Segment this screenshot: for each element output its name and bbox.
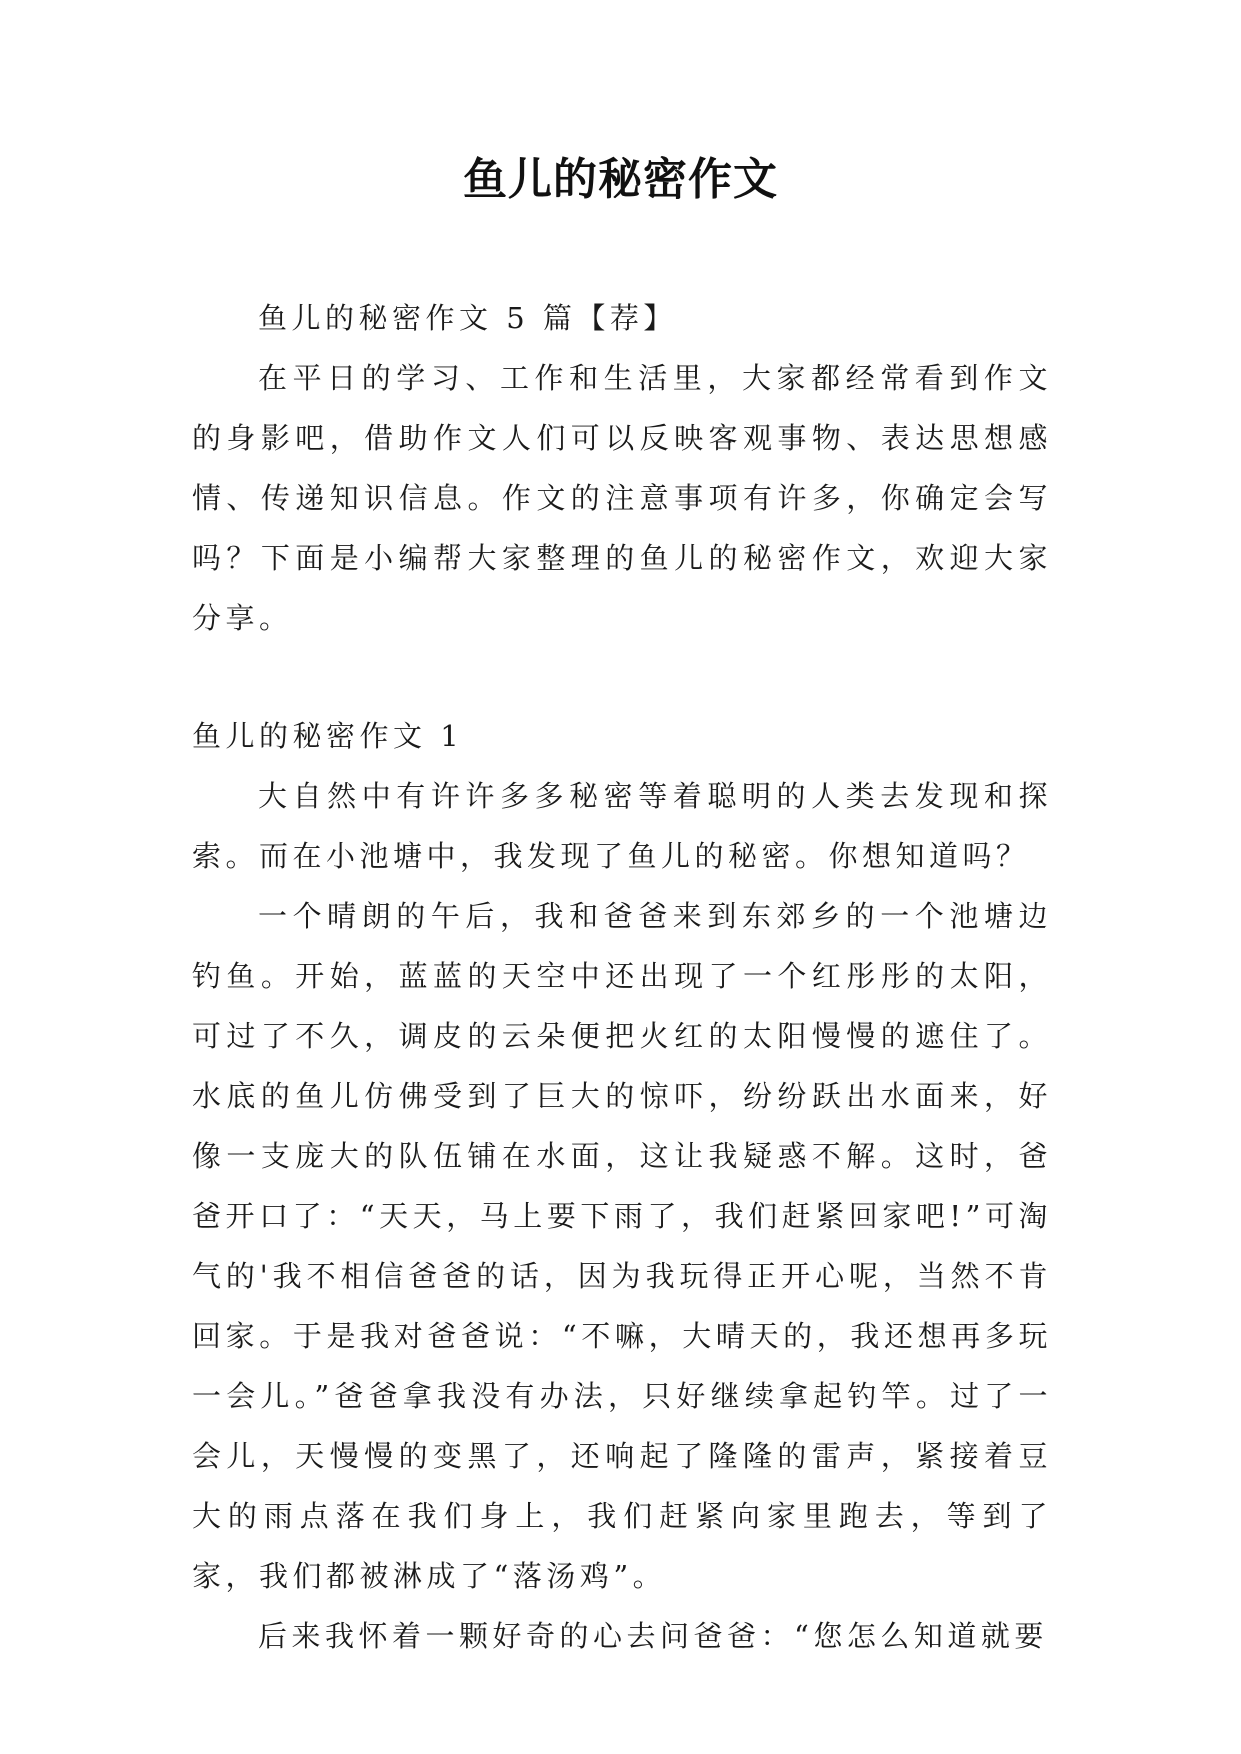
intro-paragraph: 在平日的学习、工作和生活里，大家都经常看到作文的身影吧，借助作文人们可以反映客观事物、表达思想感情、传递知识信息。作文的注意事项有许多，你确定会写吗？下面是小编帮大家整理的鱼儿的秘密作文，欢迎大家分享。 — [192, 361, 1052, 635]
body-paragraph: 一个晴朗的午后，我和爸爸来到东郊乡的一个池塘边钓鱼。开始，蓝蓝的天空中还出现了一个红彤彤的太阳，可过了不久，调皮的云朵便把火红的太阳慢慢的遮住了。水底的鱼儿仿佛受到了巨大的惊吓，纷纷跃出水面来，好像一支庞大的队伍铺在水面，这让我疑惑不解。这时，爸爸开口了：“天天，马上要下雨了，我们赶紧回家吧!”可淘气的'我不相信爸爸的话，因为我玩得正开心呢，当然不肯回家。于是我对爸爸说：“不嘛，大晴天的，我还想再多玩一会儿。”爸爸拿我没有办法，只好继续拿起钓竿。过了一会儿，天慢慢的变黑了，还响起了隆隆的雷声，紧接着豆大的雨点落在我们身上，我们赶紧向家里跑去，等到了家，我们都被淋成了“落汤鸡”。 — [192, 899, 1052, 1593]
subtitle-paragraph: 鱼儿的秘密作文 5 篇【荐】 — [258, 301, 677, 335]
body-paragraph: 后来我怀着一颗好奇的心去问爸爸：“您怎么知道就要 — [258, 1619, 1048, 1653]
document-body — [192, 288, 1052, 1666]
section-heading: 鱼儿的秘密作文 1 — [192, 719, 464, 753]
document-title: 鱼儿的秘密作文 — [463, 154, 778, 205]
paragraph-spacer — [192, 648, 1052, 706]
body-paragraph: 大自然中有许许多多秘密等着聪明的人类去发现和探索。而在小池塘中，我发现了鱼儿的秘密。你想知道吗？ — [192, 779, 1052, 873]
